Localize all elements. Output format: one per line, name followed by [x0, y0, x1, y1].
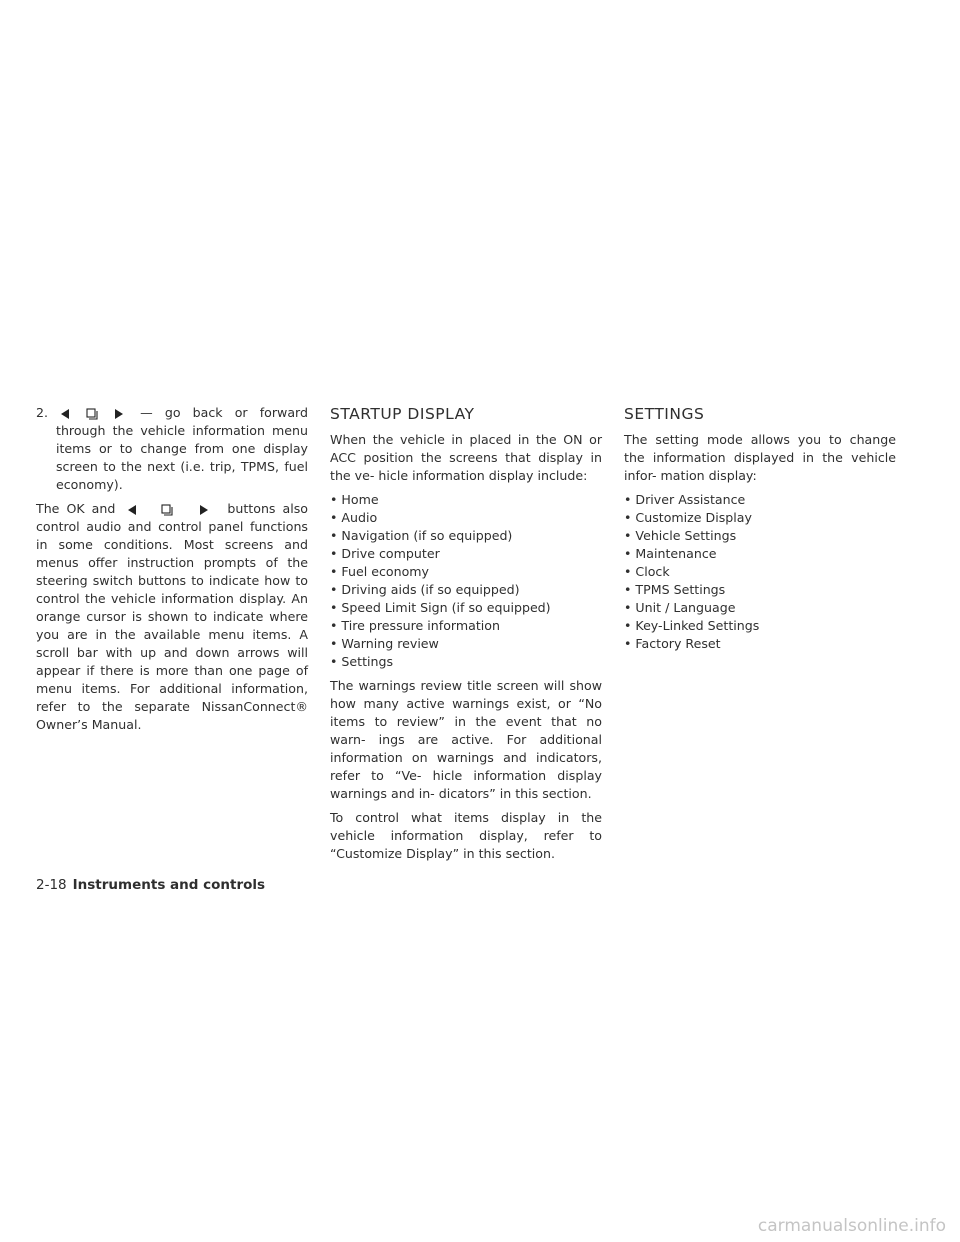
list-item: • Customize Display: [624, 510, 752, 525]
left-arrow-icon: [128, 505, 136, 515]
ok-button-icon: [162, 505, 172, 515]
watermark: carmanualsonline.info: [757, 1216, 946, 1236]
list-item: • Navigation (if so equipped): [330, 528, 513, 543]
list-item: • Clock: [624, 564, 670, 579]
settings-intro: The setting mode allows you to change the information displayed in the vehicle infor- mation display:: [624, 432, 896, 483]
list-item: • Tire pressure information: [330, 618, 500, 633]
section-title: Instruments and controls: [72, 877, 266, 893]
settings-heading: SETTINGS: [624, 405, 705, 423]
ok-button-icon: [87, 409, 97, 419]
item-number: 2.: [36, 405, 49, 420]
right-arrow-icon: [200, 505, 208, 515]
list-item: • TPMS Settings: [624, 582, 726, 597]
list-item: • Settings: [330, 654, 394, 669]
switch-symbols: [122, 504, 220, 516]
customize-paragraph: To control what items display in the vehicle information display, refer to “Customize Display” in this section.: [330, 810, 602, 861]
buttons-paragraph: [36, 500, 308, 734]
switch-symbols: [56, 408, 128, 420]
list-item: • Fuel economy: [330, 564, 430, 579]
list-item: • Warning review: [330, 636, 439, 651]
list-item: • Key-Linked Settings: [624, 618, 760, 633]
page-footer: [36, 876, 265, 894]
item-text: [56, 404, 308, 494]
list-item: • Home: [330, 492, 379, 507]
page-number: 2-18: [36, 877, 67, 893]
startup-display-heading: STARTUP DISPLAY: [330, 405, 475, 423]
list-item: • Driver Assistance: [624, 492, 746, 507]
list-item: • Audio: [330, 510, 378, 525]
list-item: • Maintenance: [624, 546, 717, 561]
startup-screen-list: [330, 491, 602, 671]
warnings-paragraph: The warnings review title screen will show how many active warnings exist, or “No items to review” in the event that no warn- ings are active. For additional information on warnings and indicators, refer to “Ve- hicle information display warnings and in- dicators” in this section.: [330, 678, 602, 801]
para-lead: The OK and: [36, 501, 116, 516]
list-item: • Factory Reset: [624, 636, 721, 651]
startup-intro: When the vehicle in placed in the ON or ACC position the screens that display in the ve- hicle information display include:: [330, 432, 602, 483]
para-rest-first: buttons also: [227, 501, 308, 516]
list-item: • Driving aids (if so equipped): [330, 582, 520, 597]
right-arrow-icon: [115, 409, 123, 419]
list-item: • Unit / Language: [624, 600, 736, 615]
settings-list: [624, 491, 896, 653]
list-item: • Vehicle Settings: [624, 528, 737, 543]
list-item: • Speed Limit Sign (if so equipped): [330, 600, 551, 615]
left-arrow-icon: [61, 409, 69, 419]
numbered-item-2: [36, 404, 308, 494]
column-middle: [330, 404, 602, 869]
list-item: • Drive computer: [330, 546, 440, 561]
item-description: — go back or forward through the vehicle information menu items or to change from one display screen to the next (i.e. trip, TPMS, fuel economy).: [56, 405, 308, 492]
column-left: [36, 404, 308, 740]
column-right: [624, 404, 896, 659]
para-rest: control audio and control panel functions in some conditions. Most screens and menus offer instruction prompts of the steering switch buttons to indicate how to control the vehicle information display. An orange cursor is shown to indicate where you are in the available menu items. A scroll bar with up and down arrows will appear if there is more than one page of menu items. For additional information, refer to the separate NissanConnect® Owner’s Manual.: [36, 519, 308, 732]
